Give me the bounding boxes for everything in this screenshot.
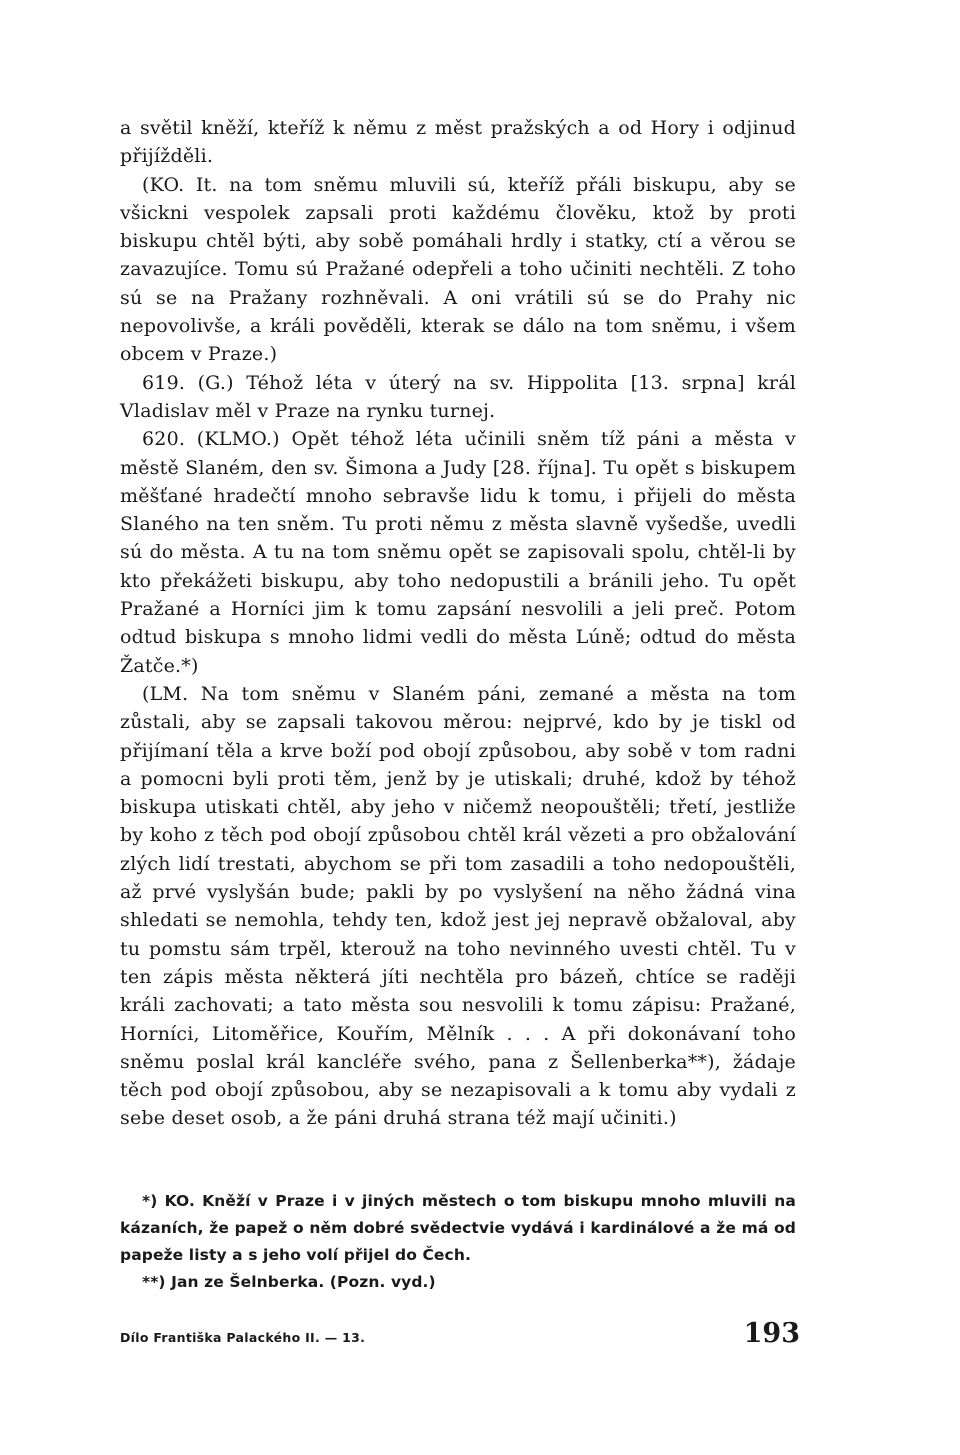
- paragraph-ko-note: (KO. It. na tom sněmu mluvili sú, kteříž přáli biskupu, aby se všickni vespolek zapsali proti každému člověku, ktož by proti biskupu chtěl býti, aby sobě pomáhali hrdly i statky, ctí a věrou se zavazujíce. Tomu sú Pražané odepřeli a toho učiniti nechtěli. Z toho sú se na Pražany rozhněvali. A oni vrátili sú se do Prahy nic nepovolivše, a králi pověděli, kterak se dálo na tom sněmu, i všem obcem v Praze.): [120, 173, 796, 366]
- footnote-2: **) Jan ze Šelnberka. (Pozn. vyd.): [142, 1273, 436, 1291]
- page-footer: [120, 1318, 800, 1358]
- page-number: 193: [743, 1318, 800, 1349]
- footnotes: [120, 1188, 796, 1296]
- main-text: [120, 114, 796, 1133]
- paragraph-lm-note: (LM. Na tom sněmu v Slaném páni, zemané a města na tom zůstali, aby se zapsali takovou měrou: nejprvé, kdo by je tiskl od přijímaní těla a krve boží pod obojí způsobou, aby sobě v tom radni a pomocni byli proti těm, jenž by je utiskali; druhé, kdož by téhož biskupa utiskati chtěl, aby jeho v ničemž neopouštěli; třetí, jestližе by koho z těch pod obojí způsobou chtěl král vězeti a pro obžalování zlých lidí trestati, abychom se při tom zasadili a toho nedopouštěli, až prvé vyslyšán bude; pakli by po vyslyšení na něho žádná vina shledati se nemohla, tehdy ten, kdož jest jej nepravě obžaloval, aby tu pomstu sám trpěl, kterouž na toho nevinného uvesti chtěl. Tu v ten zápis města některá jíti nechtěla pro bázeň, chtíce se raději králi zachovati; a tato města sou nesvolili k tomu zápisu: Pražané, Horníci, Litoměřice, Kouřím, Mělník . . . A při dokonávaní toho sněmu poslal král kancléře svého, pana z Šellenberka**), žádaje těch pod obojí způsobou, aby se nezapisovali a k tomu aby vydali z sebe deset osob, a že páni druhá strana též mají učiniti.): [120, 682, 796, 1130]
- collection-signature: Dílo Františka Palackého II. — 13.: [120, 1330, 366, 1345]
- paragraph-entry-620: 620. (KLMO.) Opět téhož léta učinili sněm tíž páni a města v městě Slaném, den sv. Šimona a Judy [28. října]. Tu opět s biskupem měšťané hradečtí mnoho sebravše lidu k tomu, i přijeli do města Slaného na ten sněm. Tu proti němu z města slavně vyšedše, uvedli sú do města. A tu na tom sněmu opět se zapisovali spolu, chtěl-li by kto překážeti biskupu, aby toho nedopustili a bránili jeho. Tu opět Pražané a Horníci jim k tomu zapsání nesvolili a jeli preč. Potom odtud biskupa s mnoho lidmi vedli do města Lúně; odtud do města Žatče.*): [120, 428, 796, 677]
- paragraph-entry-619: 619. (G.) Téhož léta v úterý na sv. Hippolita [13. srpna] král Vladislav měl v Praze na rynku turnej.: [120, 371, 796, 422]
- paragraph-continuation: a světil kněží, kteříž k němu z měst pražských a od Hory i odjinud přijížděli.: [120, 117, 796, 168]
- footnote-1: *) KO. Kněží v Praze i v jiných městech o tom biskupu mnoho mluvili na kázaních, že papež o něm dobré svědectvie vydává i kardinálové a že má od papeže listy a s jeho volí přijel do Čech.: [120, 1192, 796, 1264]
